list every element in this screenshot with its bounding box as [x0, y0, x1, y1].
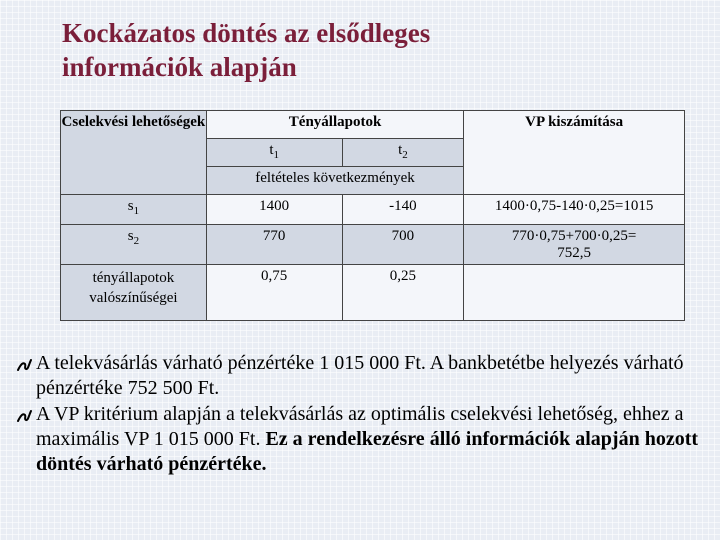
table-row [61, 195, 685, 225]
cell-s1-t1: 1400 [206, 195, 342, 225]
title-line-2: információk alapján [62, 52, 297, 82]
cell-prob-t2: 0,25 [342, 265, 464, 321]
header-vp-calc: VP kiszámítása [464, 111, 685, 195]
header-consequences: feltételes következmények [206, 167, 463, 195]
table-row [61, 265, 685, 321]
bullet-text: A VP kritérium alapján a telekvásárlás az optimális cselekvési lehetőség, ehhez a maximális VP 1 015 000 Ft. Ez a rendelkezésre álló információk alapján hozott döntés várható pénzértéke. [36, 403, 699, 475]
bullet-bold-text: Ez a rendelkezésre álló információk alapján hozott döntés várható pénzértéke. [36, 428, 699, 475]
row-label-probabilities: tényállapotok valószínűségei [61, 265, 207, 321]
cell-prob-vp-empty [464, 265, 685, 321]
header-states: Tényállapotok [206, 111, 463, 139]
cell-s2-t1: 770 [206, 225, 342, 265]
header-t1: $t_1$ [206, 139, 342, 167]
row-label-s2: $s_2$ [61, 225, 207, 265]
vp-table [60, 110, 685, 321]
curl-bullet-icon [16, 351, 36, 401]
cell-prob-t1: 0,75 [206, 265, 342, 321]
bullet-item [16, 351, 706, 401]
cell-s2-t2: 700 [342, 225, 464, 265]
curl-bullet-icon [16, 402, 36, 477]
header-alternatives: Cselekvési lehetőségek [61, 111, 207, 195]
cell-s2-vp: 770·0,75+700·0,25= 752,5 [464, 225, 685, 265]
slide-title [62, 16, 662, 84]
title-line-1: Kockázatos döntés az elsődleges [62, 18, 431, 48]
row-label-s1: $s_1$ [61, 195, 207, 225]
header-t2: $t_2$ [342, 139, 464, 167]
cell-s1-t2: -140 [342, 195, 464, 225]
bullet-list [16, 351, 706, 478]
cell-s1-vp: 1400·0,75-140·0,25=1015 [464, 195, 685, 225]
bullet-text: A telekvásárlás várható pénzértéke 1 015 000 Ft. A bankbetétbe helyezés várható pénzértéke 752 500 Ft. [36, 352, 684, 399]
bullet-item [16, 402, 706, 477]
table-row [61, 225, 685, 265]
